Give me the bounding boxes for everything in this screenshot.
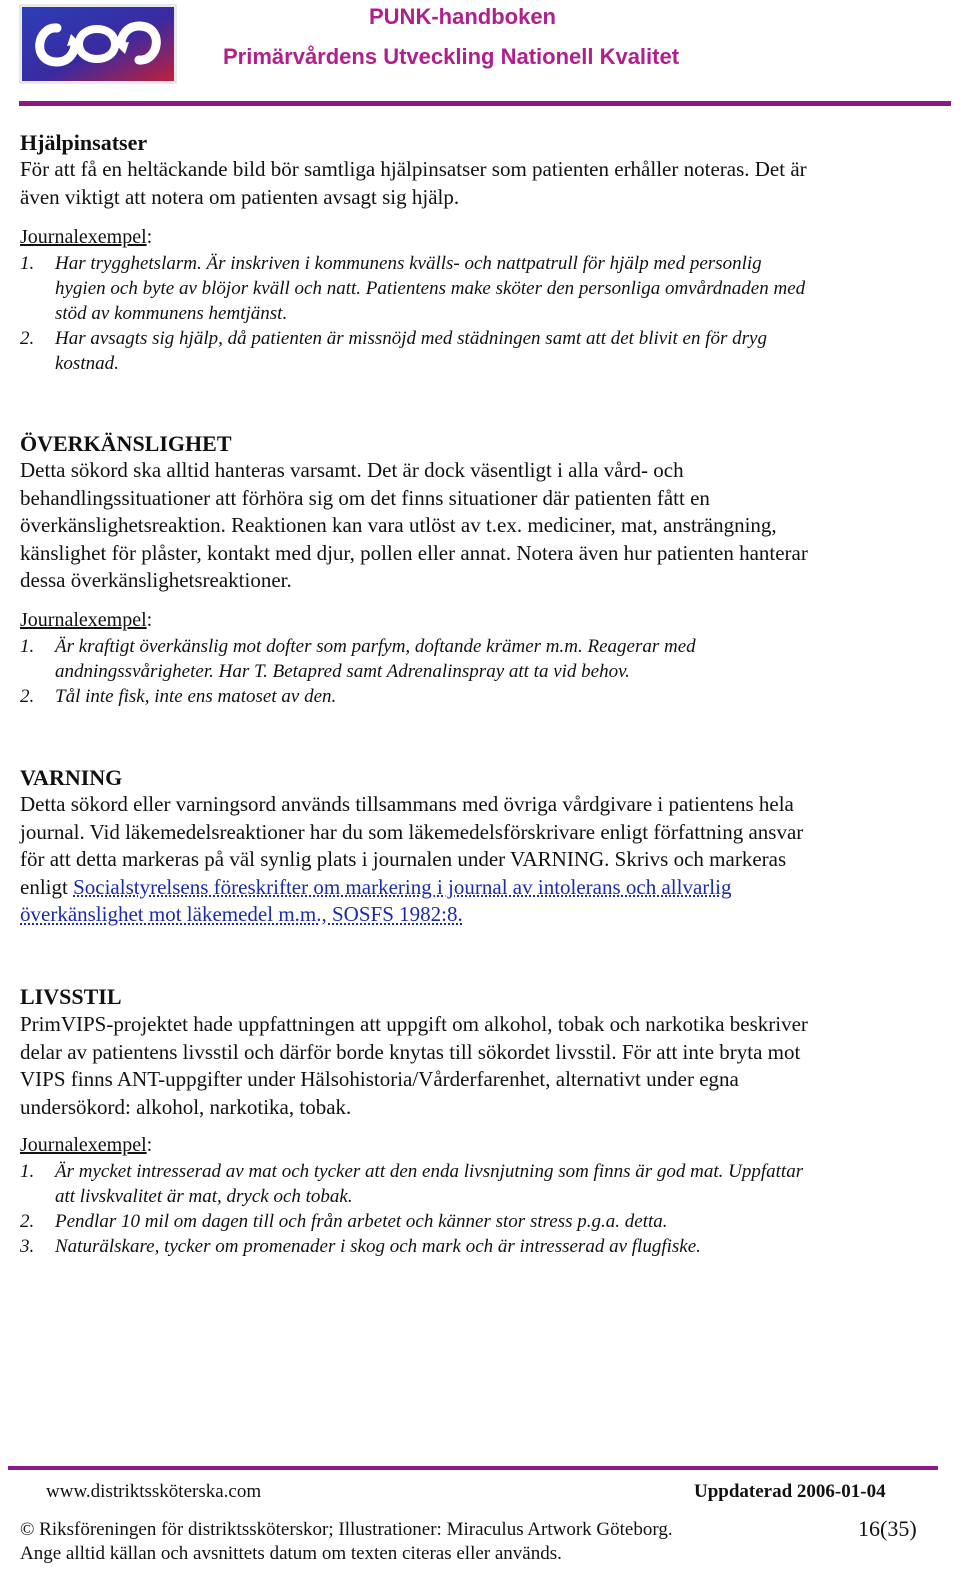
footer-website[interactable]: www.distriktssköterska.com bbox=[46, 1481, 262, 1502]
example-label-colon: : bbox=[146, 1134, 153, 1156]
example-label bbox=[20, 1134, 152, 1157]
paragraph-line: även viktigt att notera om patienten avsagt sig hjälp. bbox=[20, 184, 460, 209]
paragraph-line: känslighet för plåster, kontakt med djur, pollen eller annat. Notera även hur patienten hanterar bbox=[20, 540, 808, 565]
paragraph-line: undersökord: alkohol, narkotika, tobak. bbox=[20, 1094, 352, 1119]
footer-divider bbox=[8, 1466, 938, 1470]
paragraph-line: VIPS finns ANT-uppgifter under Hälsohistoria/Vårderfarenhet, alternativt under egna bbox=[20, 1067, 739, 1091]
list-item-number: 1. bbox=[20, 1161, 35, 1182]
section-heading-hjalpinsatser: Hjälpinsatser bbox=[20, 130, 148, 155]
paragraph-text: enligt bbox=[20, 874, 74, 899]
section-heading-varning: VARNING bbox=[20, 765, 123, 790]
sosfs-link[interactable]: Socialstyrelsens föreskrifter om markering i journal av intolerans och allvarlig bbox=[73, 874, 732, 899]
list-item-number: 2. bbox=[20, 686, 35, 707]
list-item-line: att livskvalitet är mat, dryck och tobak. bbox=[55, 1186, 353, 1207]
paragraph-line: delar av patientens livsstil och därför borde knytas till sökordet livsstil. För att inte bryta mot bbox=[20, 1039, 801, 1064]
header-divider bbox=[19, 101, 951, 106]
example-label-colon: : bbox=[146, 609, 153, 631]
page-number: 16(35) bbox=[858, 1516, 917, 1541]
list-item-number: 1. bbox=[20, 636, 35, 657]
section-heading-livsstil: LIVSSTIL bbox=[20, 984, 122, 1009]
list-item-number: 1. bbox=[20, 253, 35, 274]
paragraph-line bbox=[20, 901, 940, 929]
paragraph-line: Detta sökord eller varningsord används tillsammans med övriga vårdgivare i patientens hela bbox=[20, 792, 794, 816]
footer-updated: Uppdaterad 2006-01-04 bbox=[694, 1481, 886, 1502]
example-label bbox=[20, 609, 152, 632]
list-item-line: Har avsagts sig hjälp, då patienten är missnöjd med städningen samt att det blivit en för dryg bbox=[55, 328, 767, 349]
example-label bbox=[20, 226, 152, 249]
list-item-number: 3. bbox=[20, 1236, 35, 1257]
paragraph-line: journal. Vid läkemedelsreaktioner har du som läkemedelsförskrivare enligt författning ansvar bbox=[20, 819, 804, 844]
section-paragraph-varning bbox=[20, 791, 940, 929]
list-item-line: kostnad. bbox=[55, 353, 119, 374]
section-paragraph-hjalpinsatser bbox=[20, 156, 940, 211]
list-item-line: andningssvårigheter. Har T. Betapred samt Adrenalinspray att ta vid behov. bbox=[55, 661, 630, 682]
paragraph-line: för att detta markeras på väl synlig plats i journalen under VARNING. Skrivs och markeras bbox=[20, 847, 787, 871]
list-item-line: Tål inte fisk, inte ens matoset av den. bbox=[55, 686, 337, 707]
footer-copyright: © Riksföreningen för distriktssköterskor; Illustrationer: Miraculus Artwork Göteborg. bbox=[20, 1519, 673, 1540]
list-item-line: Är kraftigt överkänslig mot dofter som parfym, doftande krämer m.m. Reagerar med bbox=[55, 636, 696, 657]
header-subtitle: Primärvårdens Utveckling Nationell Kvalitet bbox=[223, 44, 680, 69]
section-paragraph-overkanslighet bbox=[20, 457, 940, 595]
example-list bbox=[20, 251, 920, 381]
punk-logo bbox=[19, 4, 177, 84]
section-paragraph-livsstil bbox=[20, 1011, 940, 1121]
section-heading-overkanslighet: ÖVERKÄNSLIGHET bbox=[20, 431, 232, 456]
paragraph-line: För att få en heltäckande bild bör samtliga hjälpinsatser som patienten erhåller noteras. Det är bbox=[20, 157, 807, 181]
list-item-line: hygien och byte av blöjor kväll och natt. Patientens make sköter den personliga omvårdnaden med bbox=[55, 278, 806, 299]
paragraph-line: dessa överkänslighetsreaktioner. bbox=[20, 568, 292, 592]
paragraph-line bbox=[20, 874, 940, 902]
example-label-text: Journalexempel bbox=[20, 226, 147, 248]
example-label-text: Journalexempel bbox=[20, 1134, 147, 1156]
footer-note: Ange alltid källan och avsnittets datum om texten citeras eller används. bbox=[20, 1543, 562, 1564]
example-label-text: Journalexempel bbox=[20, 609, 147, 631]
paragraph-line: överkänslighetsreaktion. Reaktionen kan vara utlöst av t.ex. mediciner, mat, ansträngning, bbox=[20, 513, 777, 537]
example-label-colon: : bbox=[146, 226, 153, 248]
paragraph-line: behandlingssituationer att förhöra sig om det finns situationer där patienten fått en bbox=[20, 485, 710, 510]
list-item-number: 2. bbox=[20, 328, 35, 349]
list-item-line: Pendlar 10 mil om dagen till och från arbetet och känner stor stress p.g.a. detta. bbox=[55, 1211, 668, 1232]
list-item-line: Är mycket intresserad av mat och tycker att den enda livsnjutning som finns är god mat. Uppfattar bbox=[55, 1161, 804, 1182]
paragraph-line: Detta sökord ska alltid hanteras varsamt. Det är dock väsentligt i alla vård- och bbox=[20, 458, 684, 482]
sosfs-link-continued[interactable]: överkänslighet mot läkemedel m.m., SOSFS 1982:8. bbox=[20, 902, 463, 926]
list-item-number: 2. bbox=[20, 1211, 35, 1232]
list-item-line: stöd av kommunens hemtjänst. bbox=[55, 303, 288, 324]
list-item-line: Har trygghetslarm. Är inskriven i kommunens kvälls- och nattpatrull för hjälp med personlig bbox=[55, 253, 762, 274]
example-list bbox=[20, 1159, 920, 1269]
paragraph-line: PrimVIPS-projektet hade uppfattningen att uppgift om alkohol, tobak och narkotika beskriver bbox=[20, 1012, 808, 1036]
list-item-line: Naturälskare, tycker om promenader i skog och mark och är intresserad av flugfiske. bbox=[55, 1236, 701, 1257]
header-title: PUNK-handboken bbox=[369, 4, 556, 29]
example-list bbox=[20, 634, 920, 714]
